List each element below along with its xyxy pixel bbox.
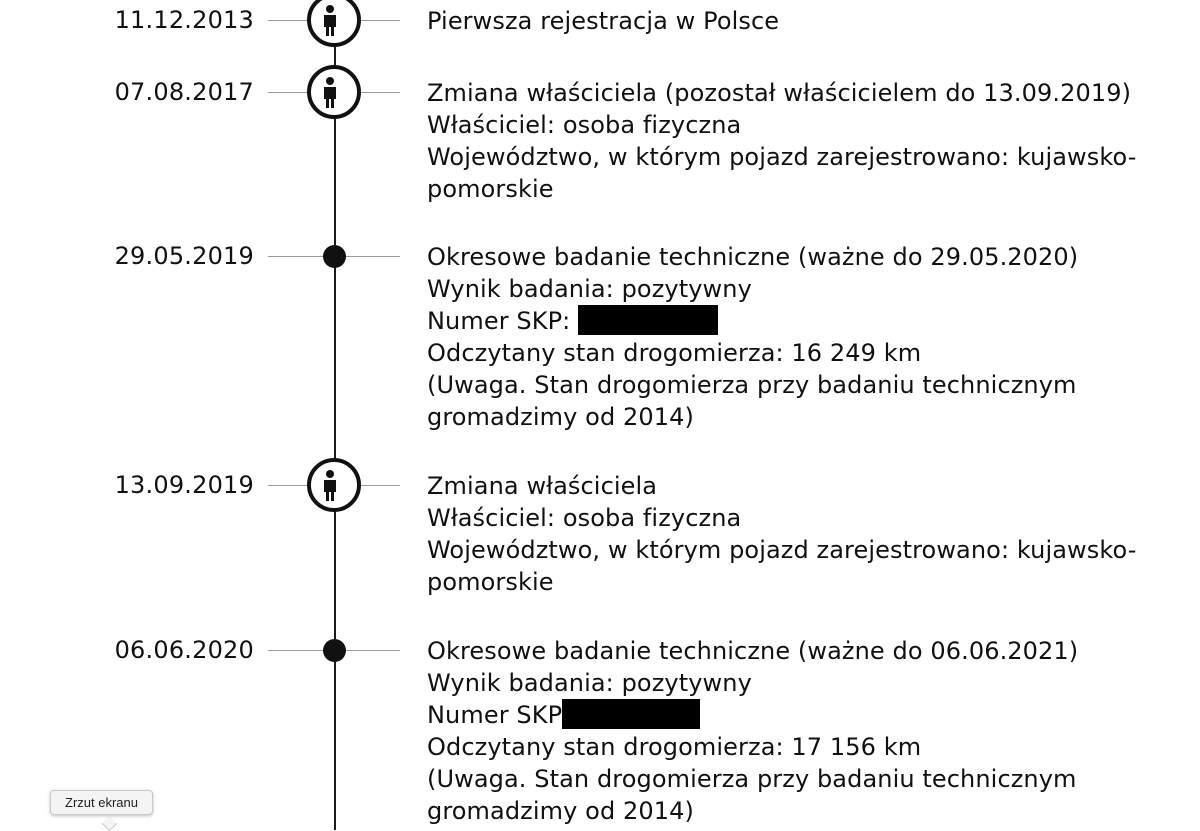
event-line: Wynik badania: pozytywny: [427, 275, 752, 303]
person-icon: [307, 65, 361, 119]
event-line: (Uwaga. Stan drogomierza przy badaniu technicznym: [427, 371, 1077, 399]
event-line: Zmiana właściciela (pozostał właścicielem do 13.09.2019): [427, 79, 1132, 107]
event-line: Okresowe badanie techniczne (ważne do 06.06.2021): [427, 637, 1079, 665]
event-line: Właściciel: osoba fizyczna: [427, 111, 742, 139]
timeline-axis: [334, 20, 336, 830]
event-line: Okresowe badanie techniczne (ważne do 29.05.2020): [427, 243, 1079, 271]
event-description: [427, 470, 1157, 598]
event-description: [427, 241, 1157, 433]
skp-label: Numer SKP: [427, 701, 563, 729]
event-date: 11.12.2013: [114, 6, 254, 34]
event-line: (Uwaga. Stan drogomierza przy badaniu technicznym: [427, 765, 1077, 793]
event-date: 07.08.2017: [114, 78, 254, 106]
person-icon: [307, 458, 361, 512]
dot-icon: [323, 639, 346, 662]
event-description: [427, 77, 1157, 205]
event-line: Pierwsza rejestracja w Polsce: [427, 7, 780, 35]
event-date: 29.05.2019: [114, 242, 254, 270]
event-line: Zmiana właściciela: [427, 472, 658, 500]
event-line: pomorskie: [427, 175, 554, 203]
dot-icon: [323, 245, 346, 268]
event-line: pomorskie: [427, 568, 554, 596]
event-date: 06.06.2020: [114, 636, 254, 664]
event-line: [427, 305, 1157, 337]
event-line: Odczytany stan drogomierza: 16 249 km: [427, 339, 922, 367]
event-line: Województwo, w którym pojazd zarejestrowano: kujawsko-: [427, 143, 1137, 171]
event-line: [427, 699, 1157, 731]
event-line: Właściciel: osoba fizyczna: [427, 504, 742, 532]
event-description: [427, 5, 1157, 37]
event-line: gromadzimy od 2014): [427, 403, 694, 431]
event-line: Wynik badania: pozytywny: [427, 669, 752, 697]
event-line: Województwo, w którym pojazd zarejestrowano: kujawsko-: [427, 536, 1137, 564]
event-line: Odczytany stan drogomierza: 17 156 km: [427, 733, 922, 761]
person-icon: [307, 0, 361, 47]
screenshot-tooltip: Zrzut ekranu: [50, 790, 153, 815]
skp-label: Numer SKP:: [427, 307, 579, 335]
event-line: gromadzimy od 2014): [427, 797, 694, 825]
event-date: 13.09.2019: [114, 471, 254, 499]
redaction-box: [562, 699, 700, 729]
event-description: [427, 635, 1157, 827]
redaction-box: [578, 305, 718, 335]
